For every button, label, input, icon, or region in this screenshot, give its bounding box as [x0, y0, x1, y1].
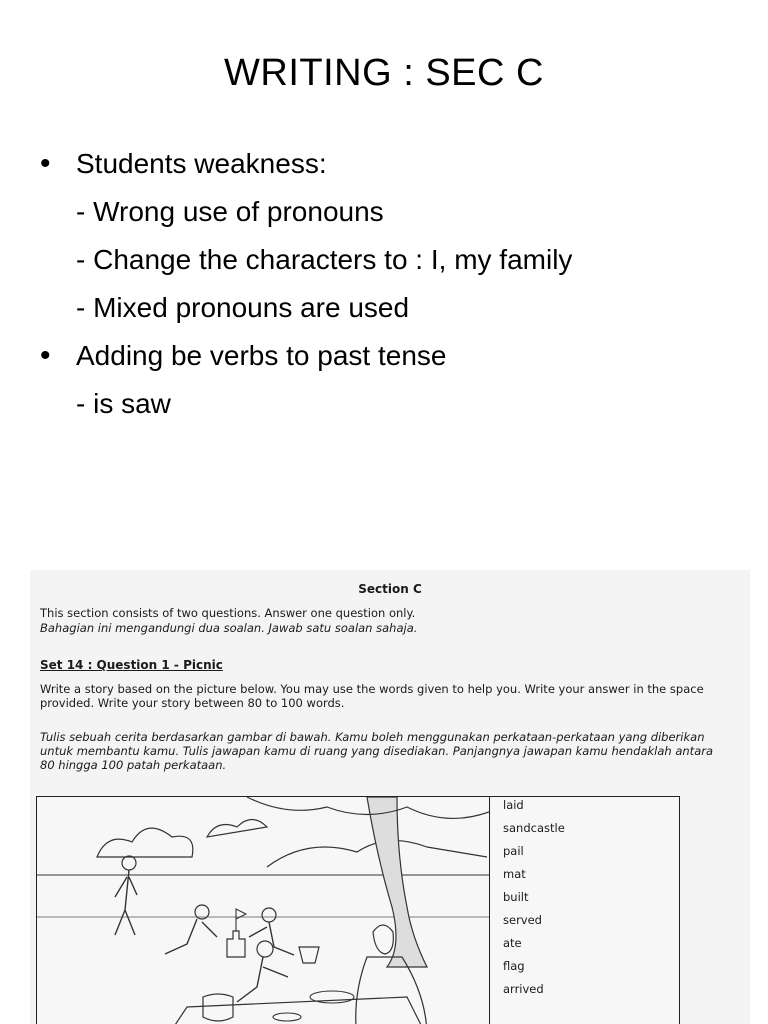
word-item: mat [503, 867, 526, 881]
sub-bullet-text: - Change the characters to : I, my family [76, 244, 573, 275]
bullet-dot-icon: • [40, 147, 51, 180]
sub-bullet-text: - Mixed pronouns are used [76, 292, 410, 323]
picnic-illustration [37, 797, 489, 1024]
worksheet-heading: Section C [358, 582, 422, 596]
worksheet-intro-en: This section consists of two questions. Answer one question only. [40, 606, 416, 620]
word-item: flag [503, 959, 525, 973]
bullet-item [40, 140, 740, 188]
word-item: served [503, 913, 542, 927]
bullet-item [40, 332, 740, 380]
word-item: built [503, 890, 529, 904]
sub-bullet-text: - Wrong use of pronouns [76, 196, 384, 227]
sub-bullet-text: - is saw [76, 388, 171, 419]
picture-frame [36, 796, 680, 1024]
bullet-list [40, 140, 740, 428]
word-item: arrived [503, 982, 544, 996]
worksheet-instruction-bm: Tulis sebuah cerita berdasarkan gambar di bawah. Kamu boleh menggunakan perkataan-perkataan yang diberikan untuk membantu kamu. Tulis jawapan kamu di ruang yang disediakan. Panjangnya jawapan kamu hendaklah antara 80 hingga 100 patah perkataan. [40, 730, 714, 772]
bullet-text: Students weakness: [76, 148, 327, 179]
word-item: laid [503, 798, 524, 812]
worksheet-set-title: Set 14 : Question 1 - Picnic [40, 658, 223, 672]
bullet-dot-icon: • [40, 339, 51, 372]
word-item: sandcastle [503, 821, 565, 835]
word-item: pail [503, 844, 524, 858]
word-item: ate [503, 936, 522, 950]
worksheet-instruction-en: Write a story based on the picture below. You may use the words given to help you. Write your answer in the space provided. Write your story between 80 to 100 words. [40, 682, 704, 710]
worksheet-scan-image [30, 570, 750, 1024]
word-list [503, 797, 673, 1004]
picture-divider [489, 797, 490, 1024]
worksheet-intro-bm: Bahagian ini mengandungi dua soalan. Jawab satu soalan sahaja. [40, 621, 418, 635]
slide-title: WRITING : SEC C [224, 52, 544, 94]
bullet-text: Adding be verbs to past tense [76, 340, 447, 371]
